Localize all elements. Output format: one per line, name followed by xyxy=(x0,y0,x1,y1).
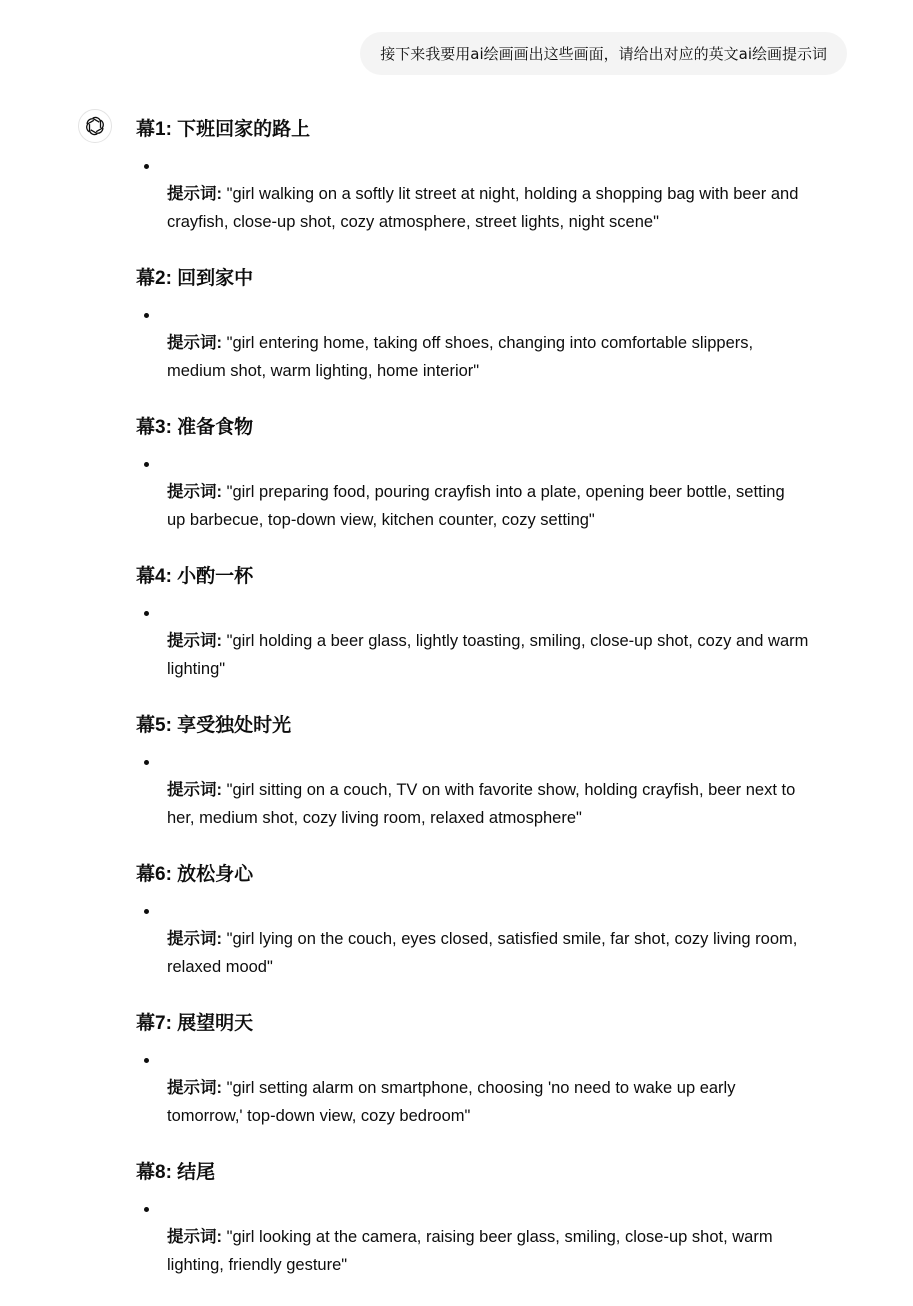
prompt-label: 提示词: xyxy=(167,185,222,203)
user-message-text: 接下来我要用ai绘画画出这些画面，请给出对应的英文ai绘画提示词 xyxy=(380,45,827,63)
scene-section xyxy=(136,1008,856,1130)
scene-title: 幕2: 回到家中 xyxy=(136,268,254,289)
assistant-message xyxy=(136,114,856,1306)
user-message-bubble xyxy=(360,32,847,75)
prompt-text: "girl entering home, taking off shoes, changing into comfortable slippers, medium shot, warm lighting, home interior" xyxy=(167,334,754,380)
bullet-icon xyxy=(144,313,149,318)
bullet-icon xyxy=(144,164,149,169)
bullet-icon xyxy=(144,760,149,765)
prompt-text: "girl lying on the couch, eyes closed, satisfied smile, far shot, cozy living room, relaxed mood" xyxy=(167,930,798,976)
scene-title: 幕1: 下班回家的路上 xyxy=(136,119,311,140)
list-item xyxy=(136,450,856,534)
scene-section xyxy=(136,1157,856,1279)
list-item xyxy=(136,748,856,832)
list-item xyxy=(136,152,856,236)
bullet-icon xyxy=(144,1207,149,1212)
scene-title: 幕7: 展望明天 xyxy=(136,1013,254,1034)
list-item xyxy=(136,1046,856,1130)
scene-title: 幕3: 准备食物 xyxy=(136,417,254,438)
prompt-label: 提示词: xyxy=(167,632,222,650)
prompt-text: "girl walking on a softly lit street at night, holding a shopping bag with beer and crayfish, close-up shot, cozy atmosphere, street lights, night scene" xyxy=(167,185,799,231)
prompt-label: 提示词: xyxy=(167,1079,222,1097)
list-item xyxy=(136,301,856,385)
bullet-icon xyxy=(144,611,149,616)
prompt-text: "girl looking at the camera, raising beer glass, smiling, close-up shot, warm lighting, friendly gesture" xyxy=(167,1228,773,1274)
list-item xyxy=(136,1195,856,1279)
prompt-text: "girl sitting on a couch, TV on with favorite show, holding crayfish, beer next to her, medium shot, cozy living room, relaxed atmosphere" xyxy=(167,781,796,827)
prompt-text: "girl setting alarm on smartphone, choosing 'no need to wake up early tomorrow,' top-down view, cozy bedroom" xyxy=(167,1079,736,1125)
scene-title: 幕4: 小酌一杯 xyxy=(136,566,254,587)
prompt-text: "girl preparing food, pouring crayfish into a plate, opening beer bottle, setting up barbecue, top-down view, kitchen counter, cozy setting" xyxy=(167,483,785,529)
scene-section xyxy=(136,412,856,534)
bullet-icon xyxy=(144,1058,149,1063)
prompt-label: 提示词: xyxy=(167,781,222,799)
scene-section xyxy=(136,710,856,832)
scene-title: 幕5: 享受独处时光 xyxy=(136,715,292,736)
openai-logo-icon xyxy=(78,109,112,143)
scene-section xyxy=(136,263,856,385)
bullet-icon xyxy=(144,909,149,914)
scene-title: 幕8: 结尾 xyxy=(136,1162,216,1183)
prompt-label: 提示词: xyxy=(167,930,222,948)
prompt-label: 提示词: xyxy=(167,483,222,501)
scene-section xyxy=(136,859,856,981)
prompt-label: 提示词: xyxy=(167,1228,222,1246)
list-item xyxy=(136,599,856,683)
scene-section xyxy=(136,114,856,236)
bullet-icon xyxy=(144,462,149,467)
list-item xyxy=(136,897,856,981)
prompt-label: 提示词: xyxy=(167,334,222,352)
prompt-text: "girl holding a beer glass, lightly toasting, smiling, close-up shot, cozy and warm lighting" xyxy=(167,632,809,678)
scene-title: 幕6: 放松身心 xyxy=(136,864,254,885)
scene-section xyxy=(136,561,856,683)
